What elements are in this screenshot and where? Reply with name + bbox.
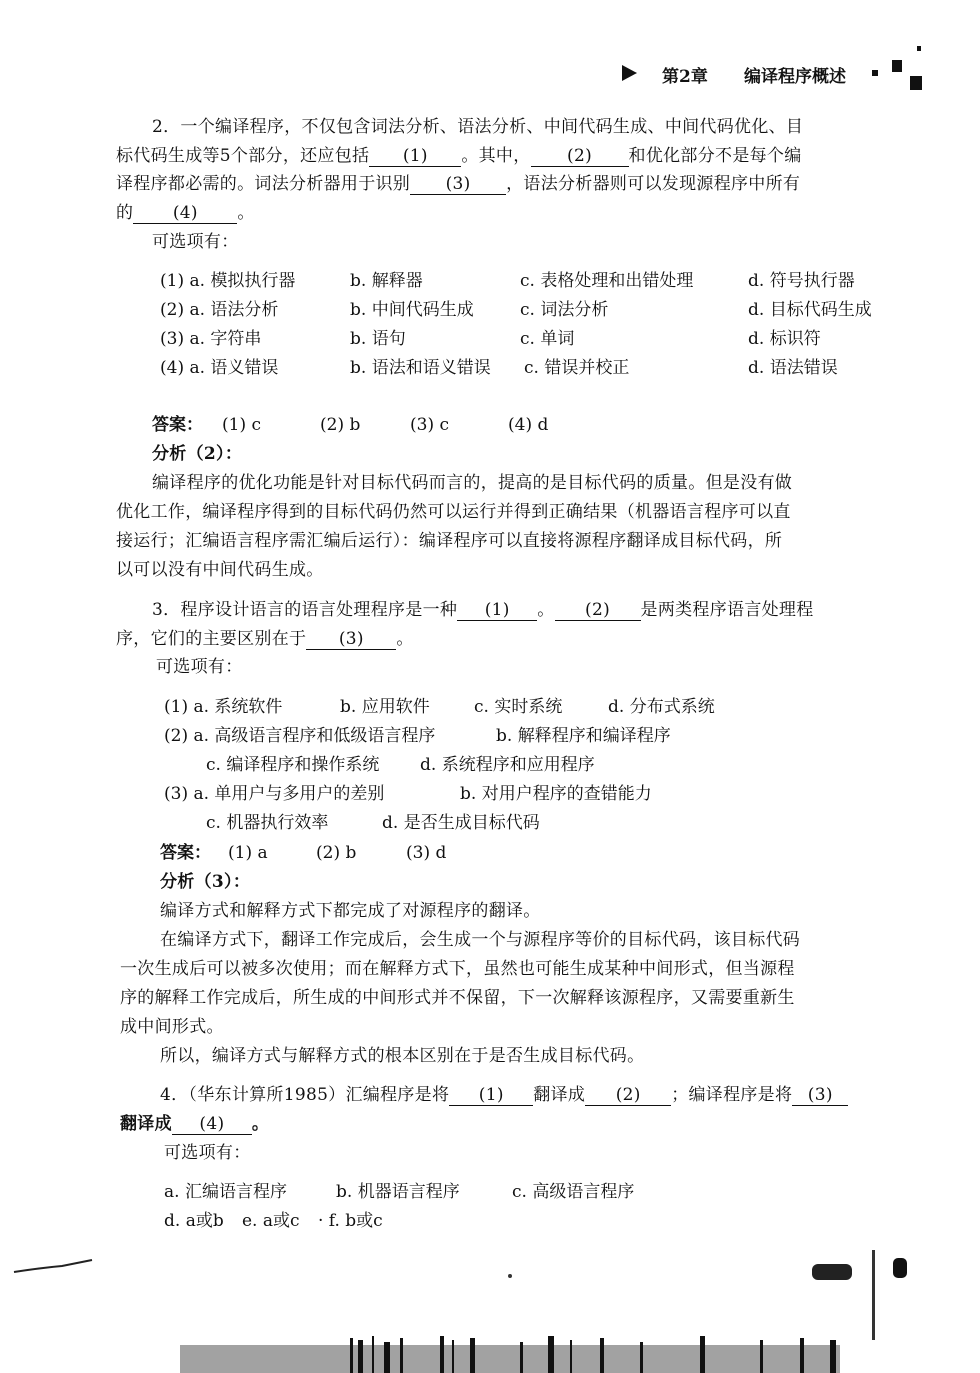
q3-answer-3: (3) d [406, 843, 447, 863]
q2-line-2: 标代码生成等5个部分，还应包括 (1) 。其中， (2) 和优化部分不是每个编 [116, 146, 802, 166]
q3-analysis-line: 所以，编译方式与解释方式的根本区别在于是否生成目标代码。 [160, 1046, 645, 1066]
blank-3: (3) [306, 629, 396, 650]
blank-4: (4) [172, 1114, 252, 1135]
q2-option-1c: c. 表格处理和出错处理 [520, 271, 694, 291]
q3-option-3d: d. 是否生成目标代码 [382, 813, 540, 833]
q3-line-2: 序，它们的主要区别在于 (3) 。 [116, 629, 414, 649]
q2-option-2c: c. 词法分析 [520, 300, 609, 320]
blank-1: (1) [369, 146, 461, 167]
blank-2: (2) [555, 600, 641, 621]
q2-answer-4: (4) d [508, 415, 549, 435]
corner-mark-icon [892, 60, 902, 72]
q2-option-1a: (1) a. 模拟执行器 [160, 271, 296, 291]
q2-answer-2: (2) b [320, 415, 361, 435]
q2-line-3: 译程序都必需的。词法分析器用于识别 (3) ，语法分析器则可以发现源程序中所有 [116, 174, 801, 194]
q2-options-label: 可选项有： [152, 232, 239, 252]
q3-option-1a: (1) a. 系统软件 [164, 697, 283, 717]
q3-option-2d: d. 系统程序和应用程序 [420, 755, 595, 775]
q3-option-1b: b. 应用软件 [340, 697, 430, 717]
header-dot-icon [872, 70, 878, 76]
q3-analysis-line: 在编译方式下，翻译工作完成后，会生成一个与源程序等价的目标代码，该目标代码 [160, 930, 801, 950]
q3-analysis-line: 编译方式和解释方式下都完成了对源程序的翻译。 [160, 901, 541, 921]
header-arrow-icon [622, 65, 637, 81]
q2-analysis-line: 接运行；汇编语言程序需汇编后运行）：编译程序可以直接将源程序翻译成目标代码，所 [116, 531, 783, 551]
q2-line-4: 的 (4) 。 [116, 203, 255, 223]
q3-option-1c: c. 实时系统 [474, 697, 563, 717]
q2-option-4c: c. 错误并校正 [524, 358, 630, 378]
q3-analysis-line: 序的解释工作完成后，所生成的中间形式并不保留，下一次解释该源程序，又需要重新生 [120, 988, 795, 1008]
q3-analysis-line: 一次生成后可以被多次使用；而在解释方式下，虽然也可能生成某种中间形式，但当源程 [120, 959, 795, 979]
blank-1: (1) [457, 600, 537, 621]
q4-line-1: 4．（华东计算所1985）汇编程序是将 (1) 翻译成 (2) ；编译程序是将 (3) [160, 1084, 848, 1106]
q3-answer-label: 答案： [160, 843, 211, 863]
q3-option-3c: c. 机器执行效率 [206, 813, 329, 833]
q2-option-3a: (3) a. 字符串 [160, 329, 262, 349]
q3-analysis-line: 成中间形式。 [120, 1017, 224, 1037]
blank-4: (4) [133, 203, 237, 224]
q3-option-3a: (3) a. 单用户与多用户的差别 [164, 784, 385, 804]
q2-option-2a: (2) a. 语法分析 [160, 300, 279, 320]
blank-1: (1) [449, 1085, 533, 1106]
scan-noise-artifacts [0, 1240, 980, 1373]
blank-3: (3) [410, 174, 506, 195]
q2-line-1: 2．一个编译程序，不仅包含词法分析、语法分析、中间代码生成、中间代码优化、目 [152, 117, 804, 137]
q4-option-a: a. 汇编语言程序 [164, 1182, 287, 1202]
blank-3: (3) [792, 1085, 848, 1106]
q4-option-d: d. a或b [164, 1211, 224, 1231]
q3-option-2c: c. 编译程序和操作系统 [206, 755, 380, 775]
chapter-title: 编译程序概述 [744, 67, 846, 87]
q3-option-1d: d. 分布式系统 [608, 697, 715, 717]
q2-answer-3: (3) c [410, 415, 450, 435]
corner-mark-icon [917, 46, 921, 51]
blank-2: (2) [531, 146, 629, 167]
q2-option-1b: b. 解释器 [350, 271, 423, 291]
q2-option-3c: c. 单词 [520, 329, 575, 349]
q4-line-2: 翻译成 (4) 。 [120, 1114, 270, 1134]
q2-analysis-line: 优化工作，编译程序得到的目标代码仍然可以运行并得到正确结果（机器语言程序可以直 [116, 502, 791, 522]
q3-line-1: 3．程序设计语言的语言处理程序是一种 (1) 。 (2) 是两类程序语言处理程 [152, 600, 814, 620]
q2-analysis-label: 分析（2）： [152, 444, 243, 464]
q2-option-2b: b. 中间代码生成 [350, 300, 474, 320]
q4-options-label: 可选项有： [164, 1143, 251, 1163]
blank-2: (2) [585, 1085, 671, 1106]
q2-option-4d: d. 语法错误 [748, 358, 838, 378]
q2-option-1d: d. 符号执行器 [748, 271, 855, 291]
q2-option-4a: (4) a. 语义错误 [160, 358, 279, 378]
q2-option-3b: b. 语句 [350, 329, 406, 349]
q2-option-3d: d. 标识符 [748, 329, 821, 349]
q3-analysis-label: 分析（3）： [160, 872, 251, 892]
q3-option-3b: b. 对用户程序的查错能力 [460, 784, 652, 804]
q4-option-e: e. a或c [242, 1211, 300, 1231]
q4-option-b: b. 机器语言程序 [336, 1182, 460, 1202]
chapter-label: 第2章 [662, 67, 708, 87]
q4-option-c: c. 高级语言程序 [512, 1182, 635, 1202]
q3-answer-2: (2) b [316, 843, 357, 863]
q3-answer-1: (1) a [228, 843, 268, 863]
q2-option-4b: b. 语法和语义错误 [350, 358, 491, 378]
q3-option-2a: (2) a. 高级语言程序和低级语言程序 [164, 726, 436, 746]
q2-answer-label: 答案： [152, 415, 203, 435]
q3-option-2b: b. 解释程序和编译程序 [496, 726, 671, 746]
q4-option-f: · f. b或c [318, 1211, 383, 1231]
q3-options-label: 可选项有： [156, 657, 243, 677]
q2-analysis-line: 以可以没有中间代码生成。 [116, 560, 324, 580]
corner-mark-icon [910, 76, 922, 90]
q2-answer-1: (1) c [222, 415, 262, 435]
q2-analysis-line: 编译程序的优化功能是针对目标代码而言的，提高的是目标代码的质量。但是没有做 [152, 473, 793, 493]
q2-option-2d: d. 目标代码生成 [748, 300, 872, 320]
